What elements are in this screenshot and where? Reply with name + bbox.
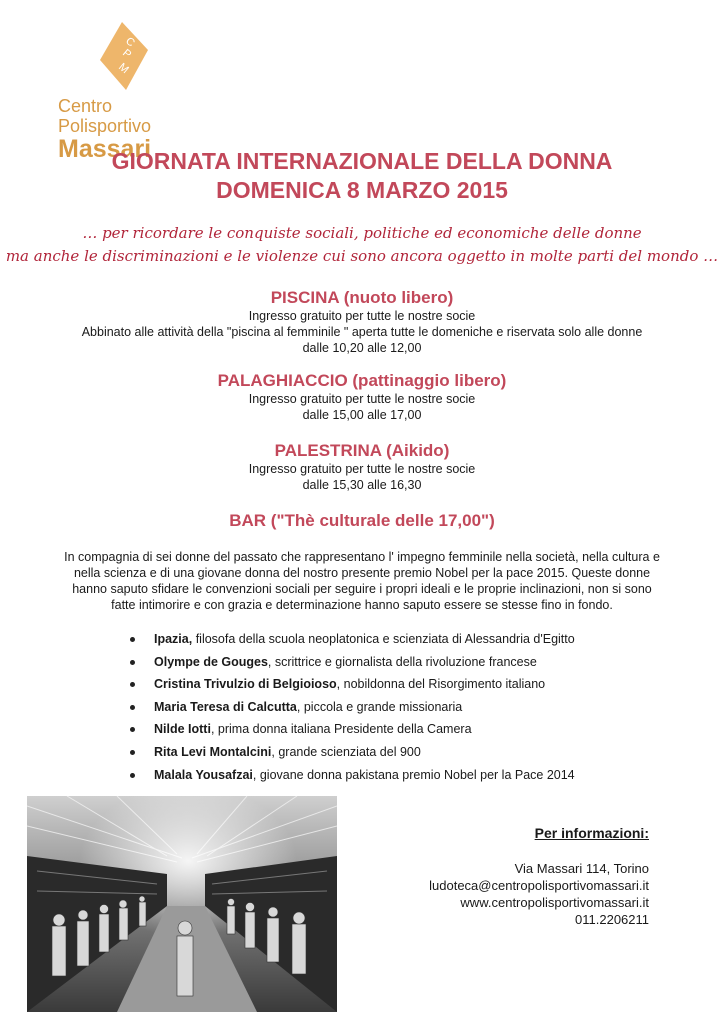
website-link[interactable]: www.centropolisportivomassari.it bbox=[460, 895, 649, 910]
address: Via Massari 114, Torino bbox=[514, 861, 649, 876]
woman-name: Cristina Trivulzio di Belgioioso bbox=[154, 677, 337, 692]
section-heading: BAR ("Thè culturale delle 17,00") bbox=[229, 511, 495, 530]
event-date: DOMENICA 8 MARZO 2015 bbox=[216, 177, 508, 203]
woman-desc: , nobildonna del Risorgimento italiano bbox=[336, 677, 546, 692]
woman-desc: , piccola e grande missionaria bbox=[296, 699, 463, 714]
woman-name: Ipazia, bbox=[154, 632, 193, 646]
bullet-icon bbox=[130, 637, 135, 642]
section-palaghiaccio bbox=[0, 371, 724, 423]
section-line: Ingresso gratuito per tutte le nostre socie bbox=[248, 309, 476, 323]
list-item bbox=[130, 721, 575, 744]
email-link[interactable]: ludoteca@centropolisportivomassari.it bbox=[429, 878, 649, 893]
bullet-icon bbox=[130, 773, 135, 778]
woman-desc: , giovane donna pakistana premio Nobel per la Pace 2014 bbox=[252, 767, 575, 782]
list-item bbox=[130, 699, 575, 722]
section-heading: PISCINA (nuoto libero) bbox=[270, 288, 454, 307]
section-line: dalle 10,20 alle 12,00 bbox=[302, 341, 422, 355]
section-palestrina bbox=[0, 441, 724, 493]
woman-desc: , prima donna italiana Presidente della Camera bbox=[210, 722, 472, 737]
svg-text:P: P bbox=[120, 47, 134, 62]
logo-line-2: Polisportivo bbox=[58, 116, 152, 136]
woman-desc: , scrittrice e giornalista della rivoluzione francese bbox=[267, 654, 537, 669]
phone-number: 011.2206211 bbox=[575, 912, 649, 927]
section-heading: PALAGHIACCIO (pattinaggio libero) bbox=[217, 371, 507, 390]
section-line: Abbinato alle attività della "piscina al femminile " aperta tutte le domeniche e riservata solo alle donne bbox=[81, 325, 643, 339]
factory-photo bbox=[27, 796, 337, 1012]
list-item bbox=[130, 767, 575, 790]
intro-paragraph: In compagnia di sei donne del passato che rappresentano l' impegno femminile nella società, nella cultura e nella scienza e di una giovane donna del nostro presente premio Nobel per la pace 2015. Queste donne hanno saputo sfidare le convenzioni sociali per seguire i propri ideali e le proprie inclinazioni, non si sono fatte intimorire e con grazia e determinazione hanno saputo essere se stesse fino in fondo. bbox=[64, 550, 660, 612]
contact-info bbox=[429, 825, 649, 928]
women-list bbox=[130, 631, 575, 789]
woman-name: Rita Levi Montalcini bbox=[154, 744, 272, 759]
tagline-line-2: ma anche le discriminazioni e le violenze cui sono ancora oggetto in molte parti del mondo … bbox=[5, 247, 719, 265]
svg-text:C: C bbox=[123, 35, 137, 50]
section-line: dalle 15,30 alle 16,30 bbox=[302, 478, 422, 492]
list-item bbox=[130, 744, 575, 767]
logo-line-3: Massari bbox=[58, 135, 152, 163]
section-heading: PALESTRINA (Aikido) bbox=[274, 441, 450, 460]
bullet-icon bbox=[130, 660, 135, 665]
list-item bbox=[130, 631, 575, 654]
tagline-line-1: … per ricordare le conquiste sociali, politiche ed economiche delle donne bbox=[82, 224, 642, 242]
woman-desc: , grande scienziata del 900 bbox=[271, 744, 421, 759]
bullet-icon bbox=[130, 727, 135, 732]
event-title: GIORNATA INTERNAZIONALE DELLA DONNA bbox=[111, 148, 613, 174]
logo-mark bbox=[92, 20, 152, 92]
section-line: dalle 15,00 alle 17,00 bbox=[302, 408, 422, 422]
section-line: Ingresso gratuito per tutte le nostre socie bbox=[248, 462, 476, 476]
section-bar bbox=[0, 511, 724, 531]
bullet-icon bbox=[130, 705, 135, 710]
svg-text:M: M bbox=[116, 61, 131, 77]
list-item bbox=[130, 654, 575, 677]
woman-name: Olympe de Gouges bbox=[154, 654, 268, 669]
section-line: Ingresso gratuito per tutte le nostre socie bbox=[248, 392, 476, 406]
logo bbox=[58, 20, 168, 163]
bullet-icon bbox=[130, 750, 135, 755]
list-item bbox=[130, 676, 575, 699]
section-piscina bbox=[0, 288, 724, 356]
info-heading: Per informazioni: bbox=[534, 825, 649, 841]
logo-line-1: Centro bbox=[58, 96, 113, 116]
woman-name: Malala Yousafzai bbox=[154, 767, 253, 782]
woman-desc: filosofa della scuola neoplatonica e scienziata di Alessandria d'Egitto bbox=[192, 632, 575, 646]
woman-name: Nilde Iotti bbox=[154, 722, 211, 737]
woman-name: Maria Teresa di Calcutta bbox=[154, 699, 297, 714]
bullet-icon bbox=[130, 682, 135, 687]
